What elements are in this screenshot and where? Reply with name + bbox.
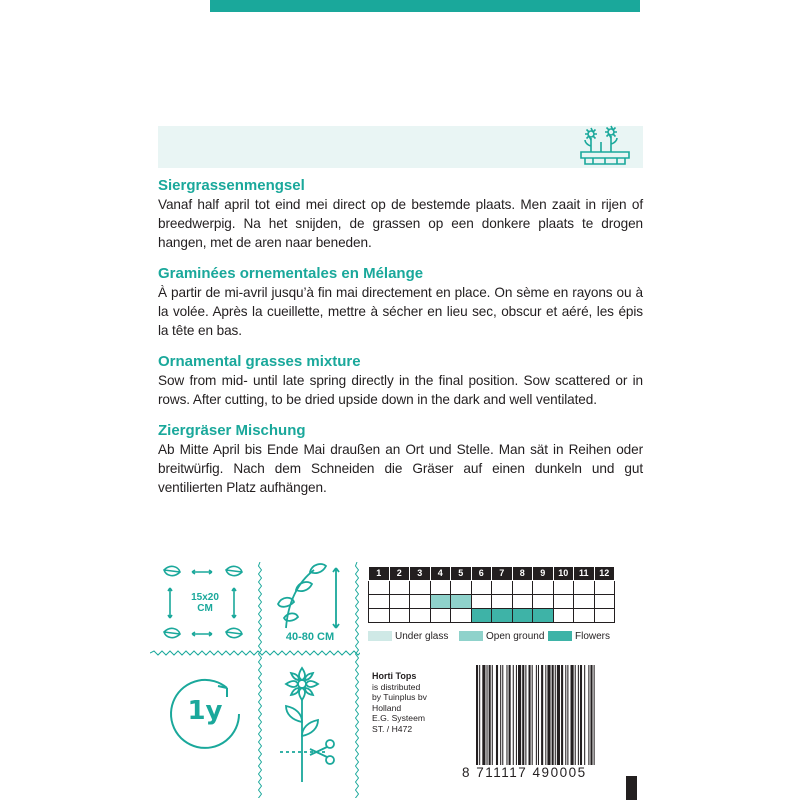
month-cell: 5 — [451, 567, 472, 581]
month-cell: 8 — [512, 567, 533, 581]
legend-swatch-under-glass — [368, 631, 392, 641]
flowers-cell — [533, 609, 554, 623]
flowers-cell — [471, 609, 492, 623]
distributor-line: Holland — [372, 702, 402, 713]
barcode-bar — [525, 665, 526, 765]
section-body: Sow from mid- until late spring directly in the final position. Sow scattered or in rows. After cutting, to be dried upside down in the dark and well ventilated. — [158, 373, 643, 407]
section-title: Ornamental grasses mixture — [158, 353, 361, 370]
barcode-bar — [489, 665, 491, 765]
barcode-bar — [545, 665, 546, 765]
month-cell: 3 — [410, 567, 431, 581]
bottom-marker — [626, 776, 637, 800]
section-body: À partir de mi-avril jusqu’à fin mai directement en place. On sème en rayons ou à la volée. Après la cueillette, mettre à sécher en lieu sec, obscur et aéré, les épis la tête en bas. — [158, 285, 643, 338]
barcode-bar — [538, 665, 539, 765]
barcode-bar — [516, 665, 517, 765]
barcode-bar — [557, 665, 560, 765]
barcode-bar — [476, 665, 478, 765]
barcode-bar — [522, 665, 524, 765]
divider-vertical — [258, 562, 262, 798]
legend-swatch-flowers — [548, 631, 572, 641]
barcode-bar — [552, 665, 554, 765]
barcode-bar — [575, 665, 576, 765]
month-cell: 4 — [430, 567, 451, 581]
barcode-bar — [482, 665, 485, 765]
header-band — [158, 126, 643, 168]
barcode-bar — [541, 665, 543, 765]
month-cell: 10 — [553, 567, 574, 581]
barcode — [476, 665, 638, 765]
barcode-bar — [571, 665, 574, 765]
section-body: Vanaf half april tot eind mei direct op de bestemde plaats. Men zaait in rijen of breedwerpig. Na het snijden, de grassen op een donkere plaats te drogen hangen, met de aren naar beneden. — [158, 197, 643, 250]
barcode-bar — [500, 665, 501, 765]
distributor-line: ST. / H472 — [372, 723, 413, 734]
plant-height-icon — [270, 562, 350, 632]
barcode-bar — [565, 665, 566, 765]
month-cell: 11 — [574, 567, 595, 581]
top-accent-bar — [210, 0, 640, 12]
barcode-bar — [590, 665, 592, 765]
barcode-bar — [584, 665, 585, 765]
barcode-bar — [518, 665, 521, 765]
distributor-line: by Tuinplus bv — [372, 692, 427, 702]
month-cell: 6 — [471, 567, 492, 581]
calendar-row-open-ground — [369, 595, 615, 609]
distributor-brand: Horti Tops — [372, 671, 417, 681]
barcode-bar — [479, 665, 480, 765]
barcode-bar — [529, 665, 531, 765]
barcode-bar — [578, 665, 579, 765]
barcode-bar — [555, 665, 556, 765]
legend-label-open-ground: Open ground — [486, 631, 545, 642]
spacing-label — [180, 592, 230, 614]
barcode-bar — [506, 665, 507, 765]
barcode-bar — [561, 665, 563, 765]
month-cell: 1 — [369, 567, 390, 581]
section-body: Ab Mitte April bis Ende Mai draußen an Ort und Stelle. Man sät in Reihen oder breitwürfig. Nach dem Schneiden die Gräser auf einen dunkeln und gut ventilierten Platz aufhängen. — [158, 442, 643, 495]
barcode-bar — [502, 665, 503, 765]
sowing-calendar — [368, 566, 615, 623]
spacing-value: 15x20 — [191, 592, 219, 603]
month-cell: 12 — [594, 567, 615, 581]
barcode-bar — [492, 665, 493, 765]
section-title: Graminées ornementales en Mélange — [158, 265, 424, 282]
section-title: Ziergräser Mischung — [158, 422, 306, 439]
section-french — [158, 265, 643, 340]
distributor-line: E.G. Systeem — [372, 713, 426, 723]
month-cell: 2 — [389, 567, 410, 581]
legend-label-flowers: Flowers — [575, 631, 611, 642]
calendar-row-under-glass — [369, 581, 615, 595]
legend-label-under-glass: Under glass — [395, 631, 449, 642]
distributor-line: is distributed — [372, 681, 421, 692]
barcode-bar — [496, 665, 498, 765]
barcode-bar — [509, 665, 511, 765]
calendar-row-flowers — [369, 609, 615, 623]
barcode-bar — [513, 665, 514, 765]
month-cell: 9 — [533, 567, 554, 581]
barcode-bar — [547, 665, 550, 765]
spacing-unit: CM — [197, 603, 213, 614]
legend-swatch-open-ground — [459, 631, 483, 641]
section-english — [158, 353, 643, 409]
height-label: 40-80 CM — [285, 631, 335, 643]
barcode-bar — [536, 665, 537, 765]
barcode-bar — [580, 665, 582, 765]
section-title: Siergrassenmengsel — [158, 177, 305, 194]
barcode-bar — [594, 665, 595, 765]
divider-vertical — [355, 562, 359, 798]
section-german — [158, 422, 643, 497]
flowers-cell — [492, 609, 513, 623]
flowers-cell — [512, 609, 533, 623]
barcode-bar — [532, 665, 533, 765]
barcode-bar — [567, 665, 568, 765]
barcode-digits: 8 711117 490005 — [462, 765, 587, 780]
calendar-months-row — [369, 567, 615, 581]
section-dutch — [158, 177, 643, 252]
month-cell: 7 — [492, 567, 513, 581]
distributor-info — [372, 671, 447, 734]
annual-label: 1y — [187, 696, 223, 726]
seedling-tray-icon — [577, 124, 633, 168]
divider-horizontal — [150, 650, 360, 656]
barcode-bar — [487, 665, 488, 765]
barcode-bar — [588, 665, 589, 765]
open-ground-cell — [430, 595, 451, 609]
open-ground-cell — [451, 595, 472, 609]
flower-scissors-icon — [272, 662, 342, 792]
